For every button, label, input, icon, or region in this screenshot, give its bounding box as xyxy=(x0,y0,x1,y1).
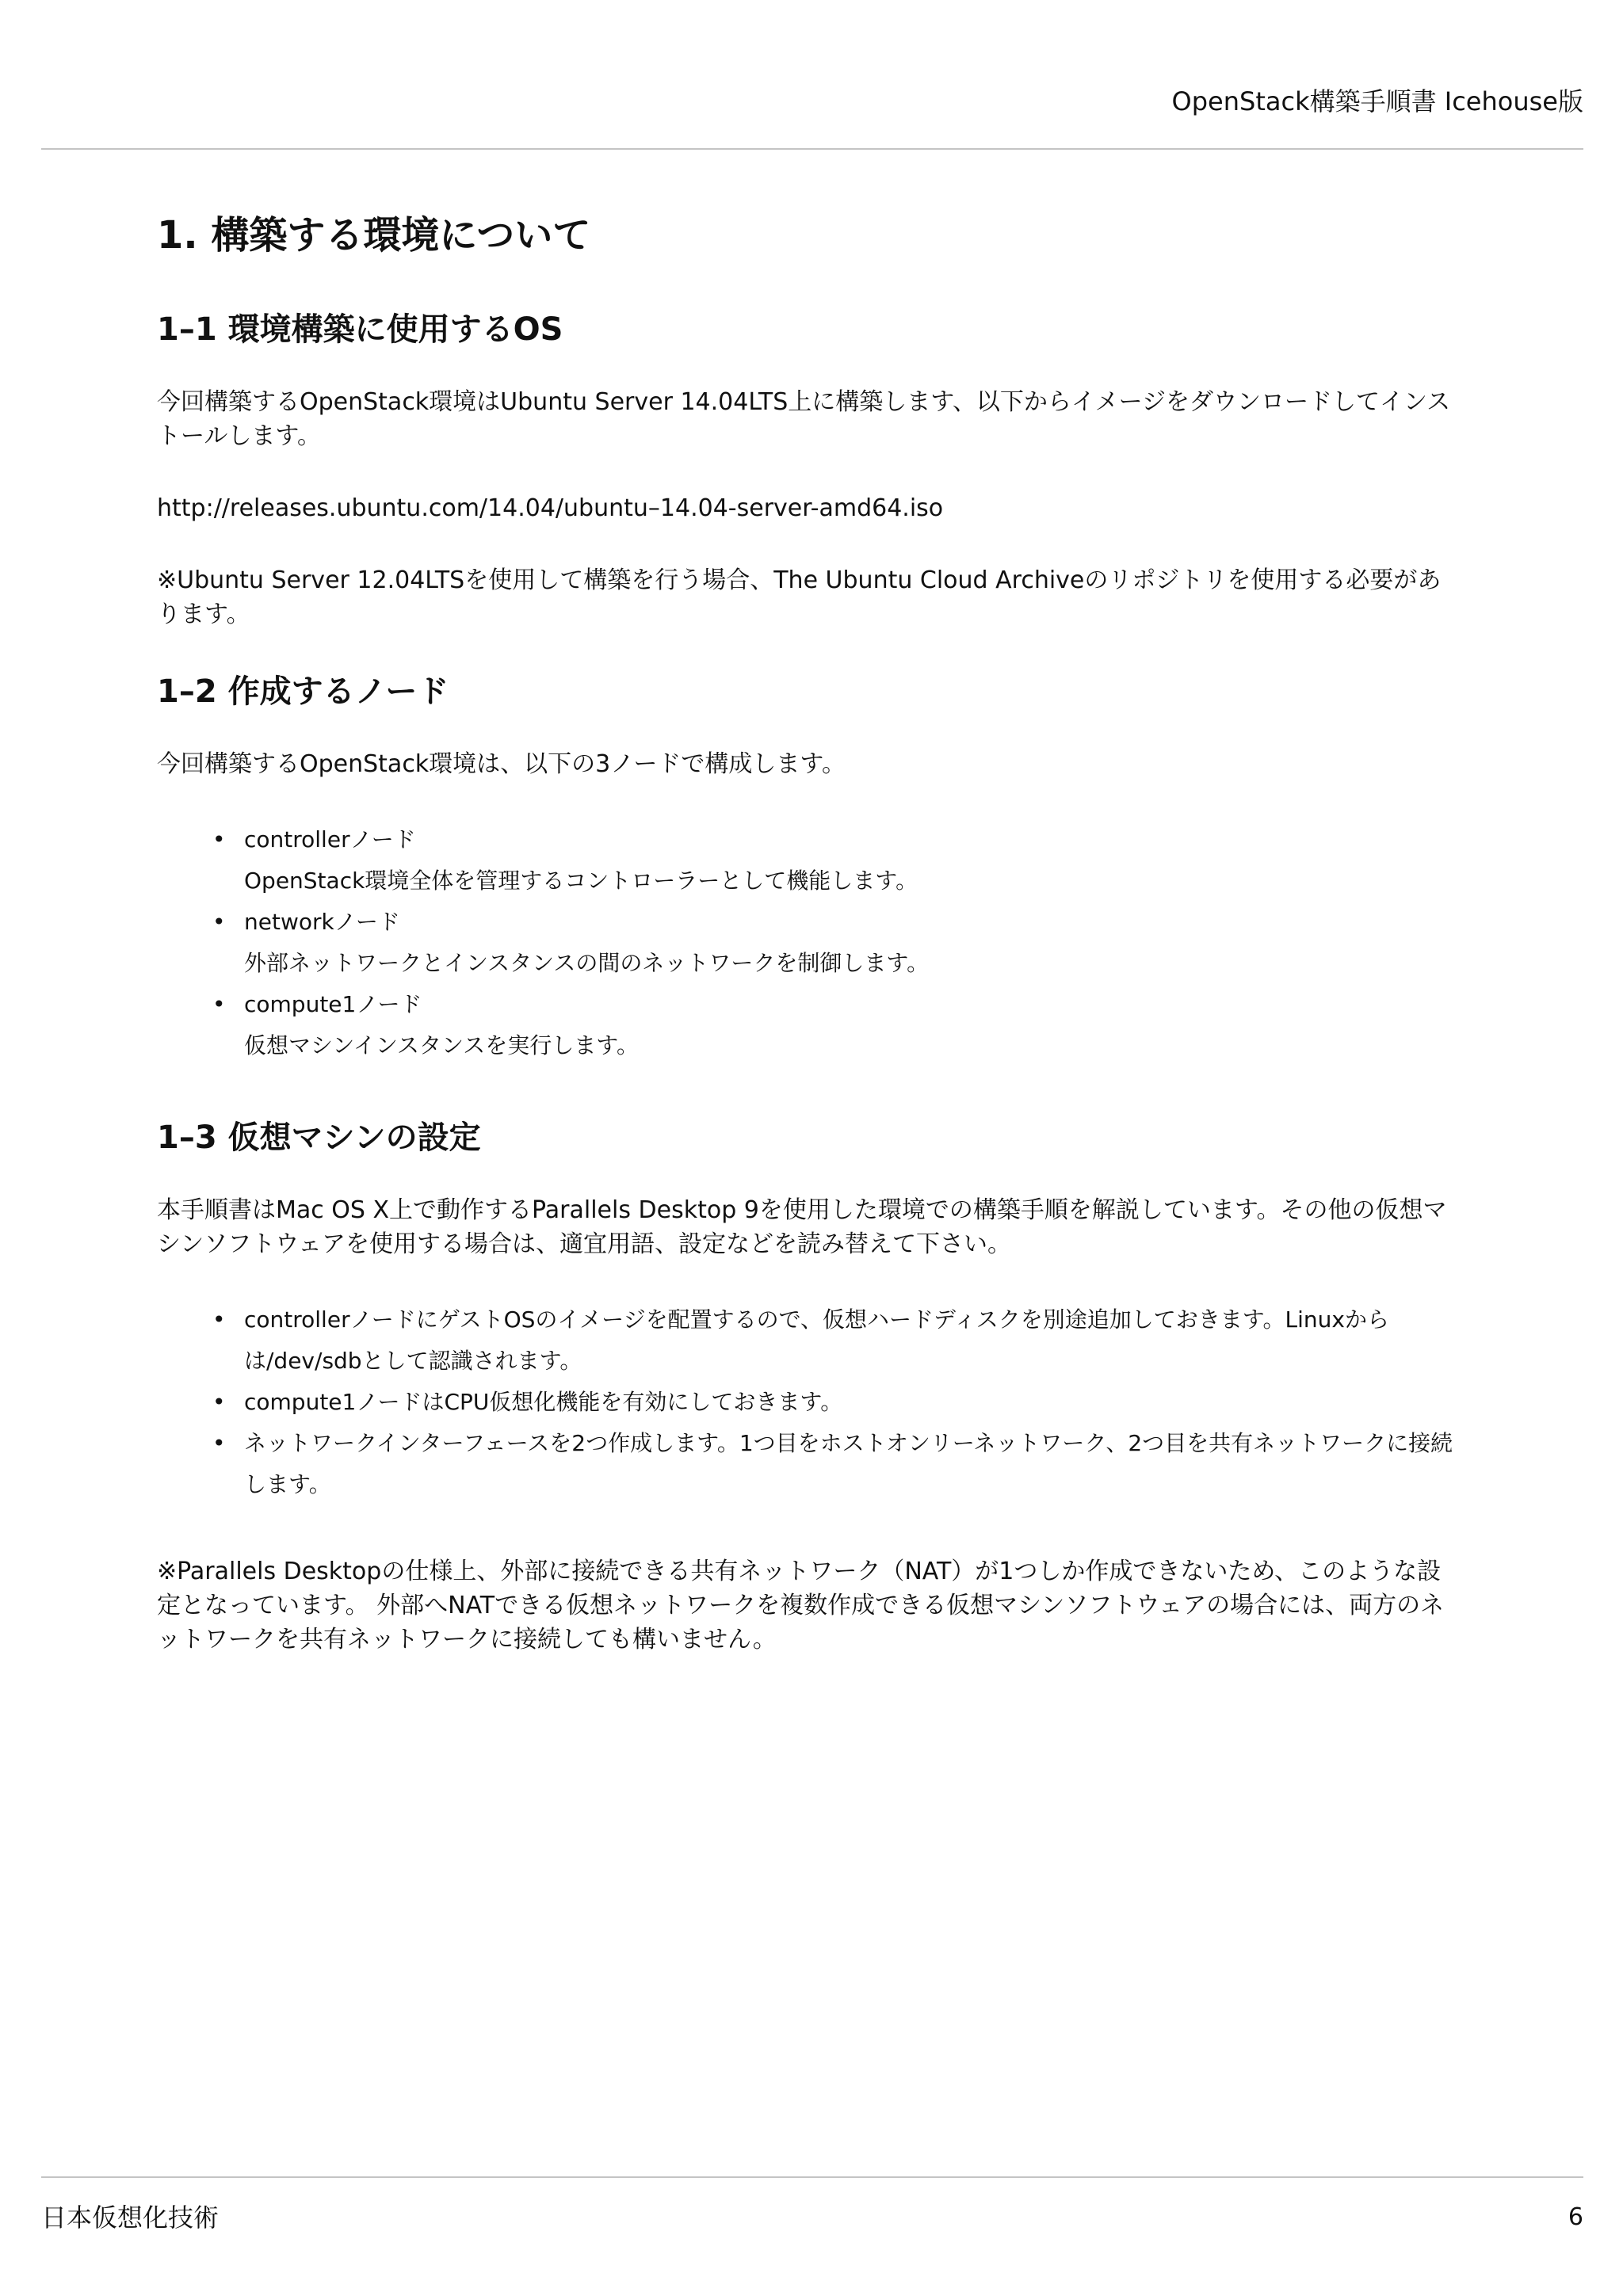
bullet-icon: • xyxy=(212,909,226,935)
os-note-paragraph: ※Ubuntu Server 12.04LTSを使用して構築を行う場合、The Ubuntu Cloud Archiveのリポジトリを使用する必要があります。 xyxy=(157,566,1442,628)
footer-divider xyxy=(41,2176,1583,2178)
vm-settings-list xyxy=(157,1299,1465,1505)
list-item xyxy=(157,1382,1465,1423)
bullet-icon: • xyxy=(212,1389,226,1415)
node-name: controllerノード xyxy=(244,826,416,852)
list-item-controller-node xyxy=(157,819,1465,902)
footer-organization: 日本仮想化技術 xyxy=(41,2203,220,2233)
node-list xyxy=(157,819,1465,1066)
list-item xyxy=(157,1423,1465,1505)
list-item-text: ネットワークインターフェースを2つ作成します。1つ目をホストオンリーネットワーク、2つ目を共有ネットワークに接続します。 xyxy=(244,1430,1453,1497)
header-divider xyxy=(41,148,1583,150)
list-item-network-node xyxy=(157,902,1465,984)
list-item-compute1-node xyxy=(157,984,1465,1066)
bullet-icon: • xyxy=(212,1430,226,1456)
vm-note-paragraph: ※Parallels Desktopの仕様上、外部に接続できる共有ネットワーク（NAT）が1つしか作成できないため、このような設定となっています。 外部へNATできる仮想ネットワークを複数作成できる仮想マシンソフトウェアの場合には、両方のネットワークを共有ネットワークに接続しても構いません。 xyxy=(157,1558,1445,1653)
node-name: compute1ノード xyxy=(244,991,422,1017)
node-description: 仮想マシンインスタンスを実行します。 xyxy=(244,1032,639,1058)
section-heading-os: 1–1 環境構築に使用するOS xyxy=(157,311,563,348)
iso-download-url: http://releases.ubuntu.com/14.04/ubuntu–14.04-server-amd64.iso xyxy=(157,494,944,522)
os-intro-paragraph: 今回構築するOpenStack環境はUbuntu Server 14.04LTS上に構築します、以下からイメージをダウンロードしてインストールします。 xyxy=(157,388,1451,450)
section-heading-vm-settings: 1–3 仮想マシンの設定 xyxy=(157,1119,481,1156)
section-heading-nodes: 1–2 作成するノード xyxy=(157,673,449,710)
node-description: 外部ネットワークとインスタンスの間のネットワークを制御します。 xyxy=(244,950,930,976)
document-header-title: OpenStack構築手順書 Icehouse版 xyxy=(1171,86,1583,116)
node-name: networkノード xyxy=(244,909,400,935)
list-item xyxy=(157,1299,1465,1382)
list-item-text: controllerノードにゲストOSのイメージを配置するので、仮想ハードディスクを別途追加しておきます。Linuxからは/dev/sdbとして認識されます。 xyxy=(244,1306,1389,1374)
bullet-icon: • xyxy=(212,826,226,852)
chapter-title: 1. 構築する環境について xyxy=(157,213,591,257)
bullet-icon: • xyxy=(212,1306,226,1333)
document-body xyxy=(157,208,1465,1695)
list-item-text: compute1ノードはCPU仮想化機能を有効にしておきます。 xyxy=(244,1389,843,1415)
bullet-icon: • xyxy=(212,991,226,1017)
nodes-intro-paragraph: 今回構築するOpenStack環境は、以下の3ノードで構成します。 xyxy=(157,750,846,778)
page-number: 6 xyxy=(1568,2203,1583,2231)
vm-intro-paragraph: 本手順書はMac OS X上で動作するParallels Desktop 9を使用した環境での構築手順を解説しています。その他の仮想マシンソフトウェアを使用する場合は、適宜用語、設定などを読み替えて下さい。 xyxy=(157,1196,1447,1258)
node-description: OpenStack環境全体を管理するコントローラーとして機能します。 xyxy=(244,868,918,894)
